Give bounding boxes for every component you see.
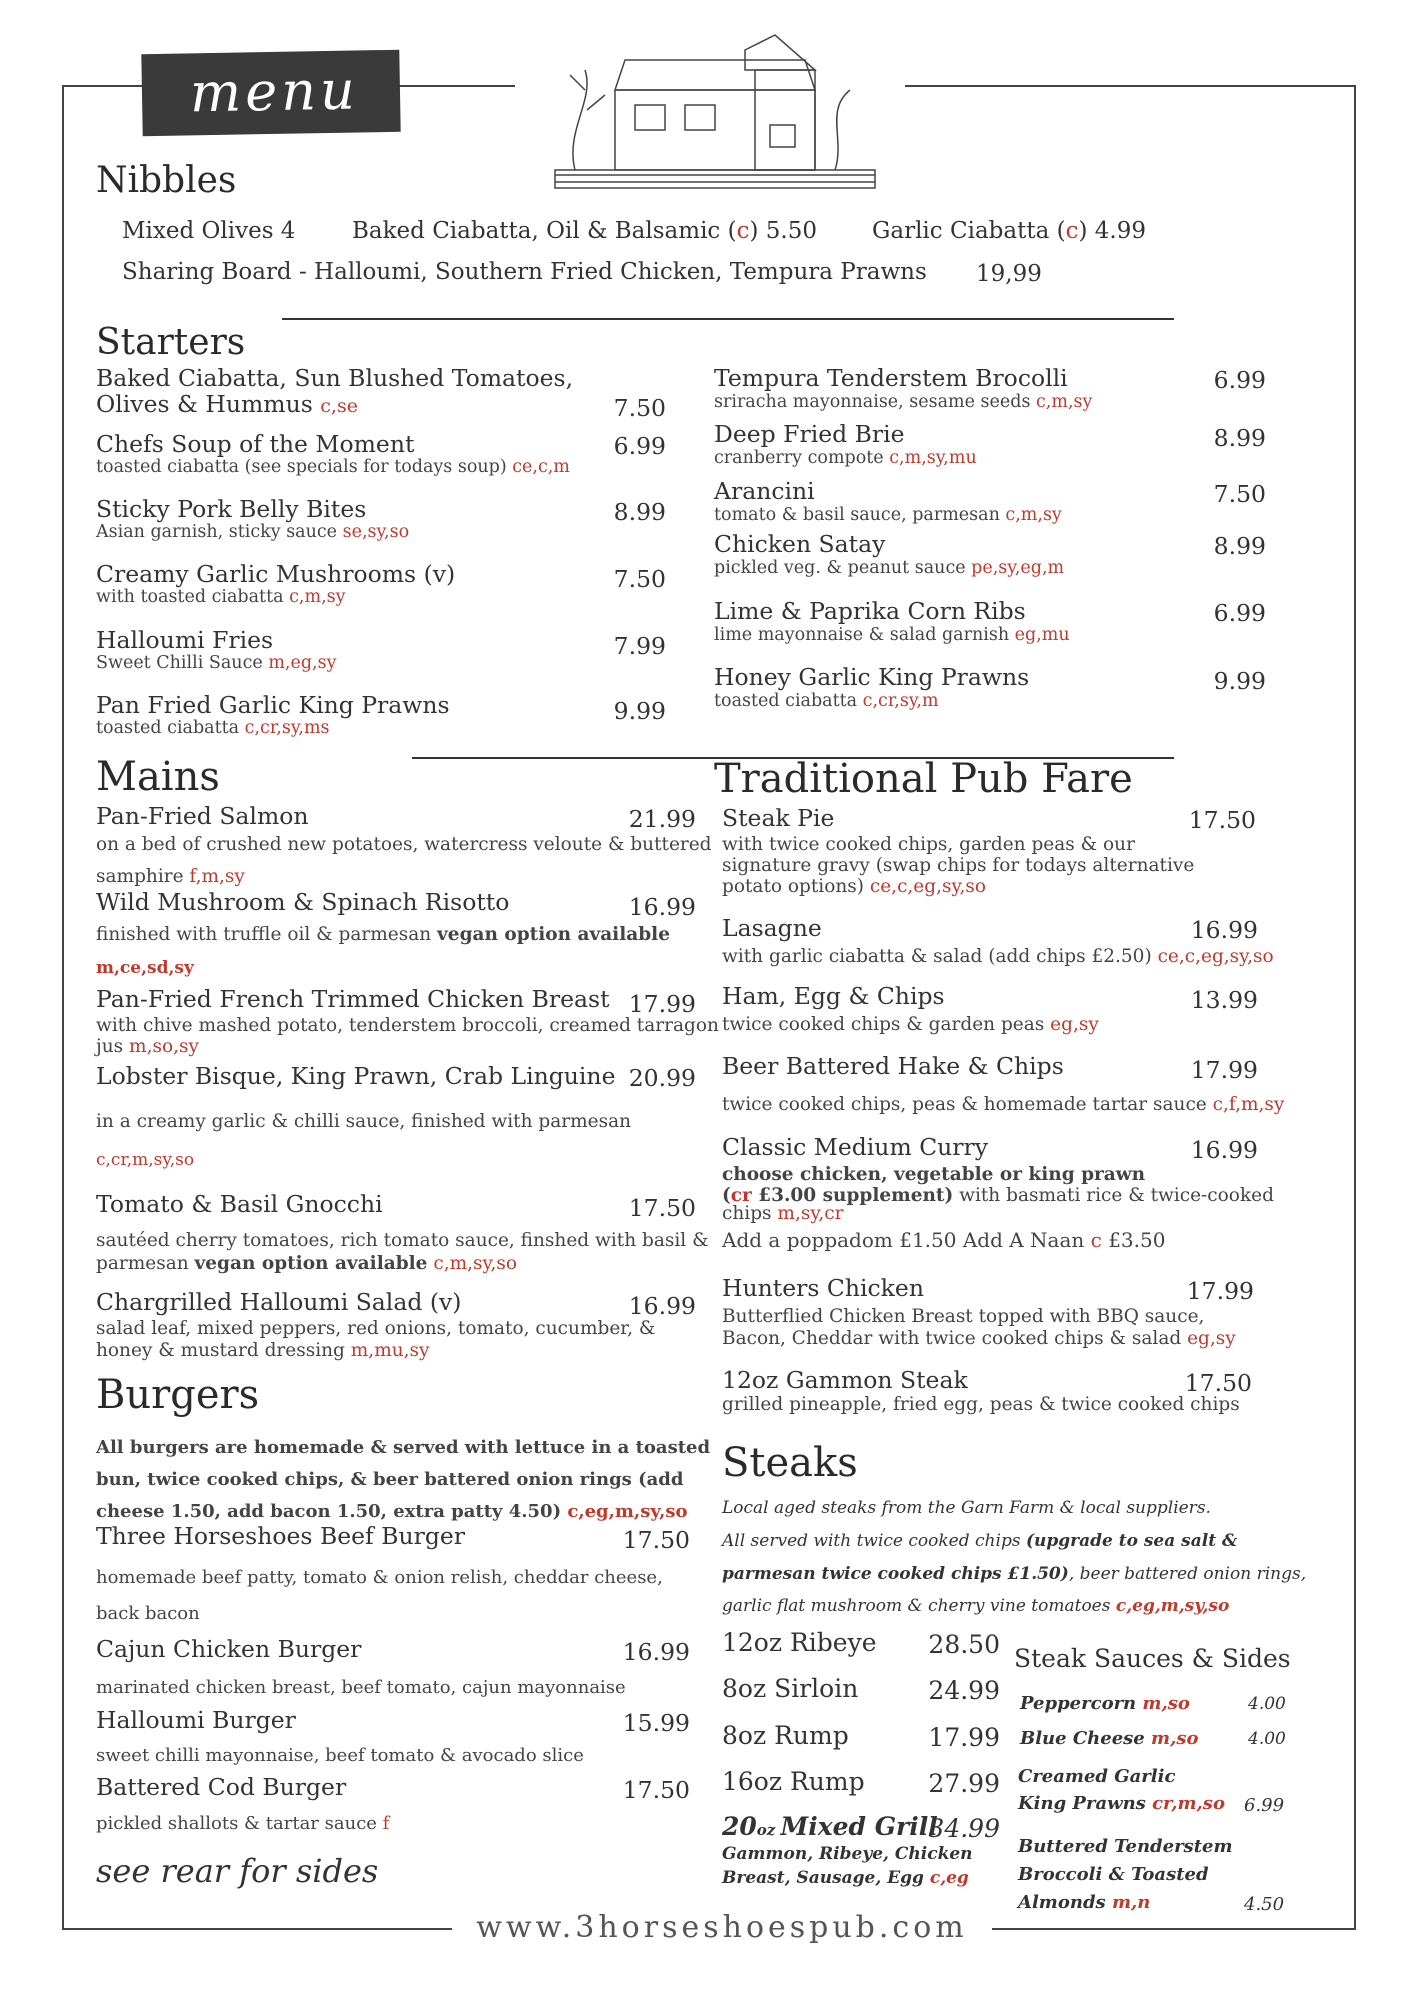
steak-price: 27.99 <box>928 1769 1000 1798</box>
pubfare-price: 13.99 <box>1190 986 1258 1014</box>
starter-desc: lime mayonnaise & salad garnish eg,mu <box>714 625 1070 645</box>
side-item-line2: King Prawns cr,m,so <box>1018 1793 1225 1814</box>
main-item: Lobster Bisque, King Prawn, Crab Linguine <box>96 1062 616 1090</box>
pubfare-price: 17.99 <box>1186 1277 1254 1305</box>
pub-building-illustration <box>515 30 905 195</box>
starter-price: 9.99 <box>613 697 666 725</box>
starter-desc: Asian garnish, sticky sauce se,sy,so <box>96 522 410 542</box>
side-item-line3: Almonds m,n <box>1018 1892 1151 1913</box>
pubfare-desc-line3: potato options) ce,c,eg,sy,so <box>722 876 986 897</box>
main-allergens: c,cr,m,sy,so <box>96 1150 195 1170</box>
starter-item: Baked Ciabatta, Sun Blushed Tomatoes, <box>96 364 574 392</box>
starter-price: 7.99 <box>613 632 666 660</box>
starter-desc: tomato & basil sauce, parmesan c,m,sy <box>714 505 1062 525</box>
burgers-intro: bun, twice cooked chips, & beer battered onion rings (add <box>96 1469 684 1490</box>
burger-desc: marinated chicken breast, beef tomato, cajun mayonnaise <box>96 1677 626 1698</box>
pubfare-item: Steak Pie <box>722 804 835 832</box>
pubfare-price: 17.50 <box>1188 806 1256 834</box>
sauce-item: Blue Cheese m,so <box>1020 1728 1199 1749</box>
steak-price: 28.50 <box>928 1630 1000 1659</box>
pub-sketch-logo <box>515 30 905 195</box>
side-price: 6.99 <box>1244 1795 1285 1816</box>
starter-price: 6.99 <box>1213 599 1266 627</box>
steaks-intro: parmesan twice cooked chips £1.50), beer battered onion rings, <box>722 1564 1307 1584</box>
starter-desc: Sweet Chilli Sauce m,eg,sy <box>96 653 337 673</box>
steaks-intro: garlic flat mushroom & cherry vine tomatoes c,eg,m,sy,so <box>722 1596 1230 1616</box>
starter-price: 6.99 <box>1213 366 1266 394</box>
starter-price: 7.50 <box>1213 480 1266 508</box>
pubfare-heading: Traditional Pub Fare <box>714 756 1133 802</box>
pubfare-desc: grilled pineapple, fried egg, peas & twice cooked chips <box>722 1394 1240 1415</box>
pubfare-item: Lasagne <box>722 914 822 942</box>
steak-item: 8oz Rump <box>722 1721 849 1750</box>
starter-item-line2: Olives & Hummus c,se <box>96 390 358 418</box>
mixed-grill-price: 34.99 <box>928 1814 1000 1843</box>
pubfare-desc: Butterflied Chicken Breast topped with BBQ sauce, <box>722 1306 1205 1327</box>
sauce-price: 4.00 <box>1248 1729 1286 1749</box>
starter-item: Chefs Soup of the Moment <box>96 430 415 458</box>
starter-price: 7.50 <box>613 565 666 593</box>
nibble-garlic-ciabatta: Garlic Ciabatta (c) 4.99 <box>872 218 1146 244</box>
burger-price: 17.50 <box>622 1526 690 1554</box>
menu-title: menu <box>189 58 360 125</box>
burger-item: Cajun Chicken Burger <box>96 1635 362 1663</box>
starter-item: Chicken Satay <box>714 530 886 558</box>
pubfare-desc-line2: signature gravy (swap chips for todays alternative <box>722 855 1195 876</box>
main-desc-line2: jus m,so,sy <box>96 1036 199 1057</box>
menu-title-ribbon <box>141 50 400 136</box>
pubfare-item: Hunters Chicken <box>722 1274 924 1302</box>
starter-item: Halloumi Fries <box>96 626 274 654</box>
burger-price: 16.99 <box>622 1638 690 1666</box>
steaks-intro: All served with twice cooked chips (upgrade to sea salt & <box>722 1531 1238 1551</box>
sauce-item: Peppercorn m,so <box>1020 1693 1190 1714</box>
pubfare-desc: choose chicken, vegetable or king prawn <box>722 1164 1146 1185</box>
starter-item: Lime & Paprika Corn Ribs <box>714 597 1026 625</box>
pubfare-desc: twice cooked chips, peas & homemade tartar sauce c,f,m,sy <box>722 1094 1285 1115</box>
main-price: 16.99 <box>628 1292 696 1320</box>
pubfare-extra: Add a poppadom £1.50 Add A Naan c £3.50 <box>722 1228 1166 1252</box>
side-item: Buttered Tenderstem <box>1018 1836 1233 1857</box>
burger-desc: homemade beef patty, tomato & onion relish, cheddar cheese, <box>96 1567 663 1588</box>
starter-price: 8.99 <box>1213 532 1266 560</box>
main-desc: in a creamy garlic & chilli sauce, finished with parmesan <box>96 1111 632 1132</box>
main-desc: salad leaf, mixed peppers, red onions, tomato, cucumber, & <box>96 1318 656 1339</box>
sauces-heading: Steak Sauces & Sides <box>1014 1644 1291 1673</box>
burger-desc: sweet chilli mayonnaise, beef tomato & avocado slice <box>96 1745 584 1766</box>
main-desc-line2: parmesan vegan option available c,m,sy,so <box>96 1253 518 1274</box>
starter-price: 9.99 <box>1213 667 1266 695</box>
pubfare-item: Ham, Egg & Chips <box>722 982 945 1010</box>
starter-desc: cranberry compote c,m,sy,mu <box>714 448 977 468</box>
starter-item: Tempura Tenderstem Brocolli <box>714 364 1068 392</box>
pubfare-price: 17.99 <box>1190 1056 1258 1084</box>
burger-desc-line2: back bacon <box>96 1603 200 1624</box>
starter-price: 6.99 <box>613 432 666 460</box>
burger-price: 17.50 <box>622 1776 690 1804</box>
starter-desc: toasted ciabatta (see specials for todays soup) ce,c,m <box>96 457 570 477</box>
main-price: 16.99 <box>628 893 696 921</box>
divider <box>282 318 1174 320</box>
steaks-intro: Local aged steaks from the Garn Farm & local suppliers. <box>722 1498 1211 1518</box>
main-price: 20.99 <box>628 1064 696 1092</box>
main-desc: finished with truffle oil & parmesan vegan option available <box>96 924 670 945</box>
starter-price: 7.50 <box>613 394 666 422</box>
pubfare-price: 16.99 <box>1190 916 1258 944</box>
mains-heading: Mains <box>96 754 220 800</box>
main-desc-line2: samphire f,m,sy <box>96 866 245 887</box>
pubfare-desc-line2: Bacon, Cheddar with twice cooked chips & salad eg,sy <box>722 1328 1236 1349</box>
burger-item: Halloumi Burger <box>96 1706 296 1734</box>
main-price: 17.50 <box>628 1194 696 1222</box>
burger-price: 15.99 <box>622 1709 690 1737</box>
starter-price: 8.99 <box>1213 424 1266 452</box>
main-desc: sautéed cherry tomatoes, rich tomato sauce, finshed with basil & <box>96 1230 709 1251</box>
pubfare-item: Beer Battered Hake & Chips <box>722 1052 1064 1080</box>
main-item: Tomato & Basil Gnocchi <box>96 1190 383 1218</box>
pubfare-desc: with garlic ciabatta & salad (add chips £2.50) ce,c,eg,sy,so <box>722 946 1274 967</box>
main-item: Pan-Fried Salmon <box>96 802 309 830</box>
starter-item: Creamy Garlic Mushrooms (v) <box>96 560 456 588</box>
mixed-grill-desc-line2: Breast, Sausage, Egg c,eg <box>722 1868 969 1888</box>
burgers-heading: Burgers <box>96 1372 260 1418</box>
starter-item: Sticky Pork Belly Bites <box>96 495 367 523</box>
starters-heading: Starters <box>96 322 246 363</box>
see-rear-note: see rear for sides <box>96 1852 379 1890</box>
burger-item: Three Horseshoes Beef Burger <box>96 1522 466 1550</box>
steak-item: 16oz Rump <box>722 1767 865 1796</box>
main-item: Wild Mushroom & Spinach Risotto <box>96 888 510 916</box>
pubfare-desc: with twice cooked chips, garden peas & our <box>722 834 1135 855</box>
steak-item: 8oz Sirloin <box>722 1674 859 1703</box>
starter-desc: toasted ciabatta c,cr,sy,m <box>714 691 939 711</box>
main-item: Chargrilled Halloumi Salad (v) <box>96 1288 462 1316</box>
pubfare-item: 12oz Gammon Steak <box>722 1366 968 1394</box>
main-price: 21.99 <box>628 805 696 833</box>
pubfare-desc-line3: chips m,sy,cr <box>722 1203 844 1224</box>
burger-desc: pickled shallots & tartar sauce f <box>96 1813 390 1834</box>
nibble-sharing-board-price: 19,99 <box>976 261 1042 287</box>
starter-desc: pickled veg. & peanut sauce pe,sy,eg,m <box>714 558 1065 578</box>
main-desc: on a bed of crushed new potatoes, watercress veloute & buttered <box>96 834 712 855</box>
starter-item: Honey Garlic King Prawns <box>714 663 1030 691</box>
side-item-line2: Broccoli & Toasted <box>1018 1864 1209 1885</box>
pubfare-item: Classic Medium Curry <box>722 1133 989 1161</box>
main-desc: with chive mashed potato, tenderstem broccoli, creamed tarragon <box>96 1015 719 1036</box>
starter-item: Pan Fried Garlic King Prawns <box>96 691 450 719</box>
sauce-price: 4.00 <box>1248 1694 1286 1714</box>
nibble-baked-ciabatta: Baked Ciabatta, Oil & Balsamic (c) 5.50 <box>352 218 817 244</box>
steak-price: 24.99 <box>928 1676 1000 1705</box>
starter-desc: toasted ciabatta c,cr,sy,ms <box>96 718 330 738</box>
steak-item: 12oz Ribeye <box>722 1628 877 1657</box>
main-allergens: m,ce,sd,sy <box>96 958 194 978</box>
side-price: 4.50 <box>1244 1894 1285 1915</box>
steaks-heading: Steaks <box>722 1440 858 1486</box>
pubfare-price: 16.99 <box>1190 1136 1258 1164</box>
main-item: Pan-Fried French Trimmed Chicken Breast <box>96 985 610 1013</box>
mixed-grill-desc: Gammon, Ribeye, Chicken <box>722 1844 973 1864</box>
side-item: Creamed Garlic <box>1018 1766 1176 1787</box>
starter-desc: sriracha mayonnaise, sesame seeds c,m,sy <box>714 392 1093 412</box>
pubfare-desc: twice cooked chips & garden peas eg,sy <box>722 1014 1099 1035</box>
burgers-intro: cheese 1.50, add bacon 1.50, extra patty 4.50) c,eg,m,sy,so <box>96 1501 688 1522</box>
starter-item: Arancini <box>714 477 815 505</box>
starter-item: Deep Fried Brie <box>714 420 905 448</box>
burger-item: Battered Cod Burger <box>96 1773 347 1801</box>
nibble-sharing-board: Sharing Board - Halloumi, Southern Fried Chicken, Tempura Prawns <box>122 259 927 285</box>
pubfare-desc-line2: (cr £3.00 supplement) with basmati rice & twice-cooked <box>722 1185 1274 1206</box>
nibbles-heading: Nibbles <box>96 160 237 201</box>
burgers-intro: All burgers are homemade & served with lettuce in a toasted <box>96 1437 711 1458</box>
nibble-olives: Mixed Olives 4 <box>122 218 296 244</box>
pubfare-price: 17.50 <box>1184 1369 1252 1397</box>
steak-price: 17.99 <box>928 1723 1000 1752</box>
main-price: 17.99 <box>628 990 696 1018</box>
mixed-grill: 20oz Mixed Grill <box>722 1812 938 1841</box>
website-link[interactable]: www.3horseshoespub.com <box>452 1898 992 1958</box>
main-desc-line2: honey & mustard dressing m,mu,sy <box>96 1340 430 1361</box>
starter-desc: with toasted ciabatta c,m,sy <box>96 587 346 607</box>
starter-price: 8.99 <box>613 498 666 526</box>
